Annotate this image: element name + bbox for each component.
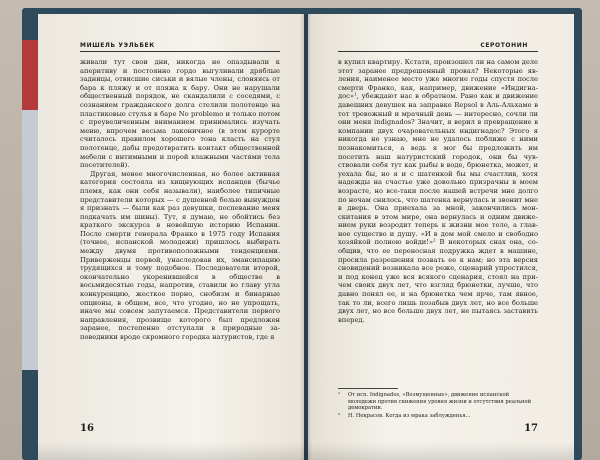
body-text-left — [80, 58, 280, 342]
page-number-left: 16 — [80, 423, 94, 434]
page-number-right: 17 — [524, 423, 538, 434]
body-text-right — [338, 58, 538, 324]
book-spread — [38, 14, 574, 460]
paragraph: Другая, менее многочисленная, но более активная категория состояла из хищнующих испанцев (бычье племя, как они себя называли), наиболее типичные представители которых — с душевной болью вынужден я признать — были как раз девушки, поспевание меня подкачать им шины). Тут, я думаю, не обойтись без краткого экскурса в новейшую историю Испании. После смерти генерала Франко в 1975 году Испания (точнее, испанской молодежи) пришлось выбирать между двумя противоположными тенденциями. Приверженцы первой, унаследовав их, эмансипацию трудящихся и тому подобное. Последователи второй, окончательно укоренившейся в обществе в восьмидесятые годы, напротив, ставили во главу угла конкуренцию, жесткое порно, снобизм и бинарные опционы, в общем, все, что угодно, но не упрощать, иначе мы совсем запутаемся. Представители первого направления, прозвище которого был предложен заранее, постепенно отступали в природные заповедники вроде скромного городка натуристов, где я — [80, 169, 280, 341]
footnote-rule — [338, 388, 398, 389]
running-head-author: МИШЕЛЬ УЭЛЬБЕК — [80, 42, 155, 49]
footnote-text: Н. Некрасов. Когда из мрака заблужденья... — [348, 412, 471, 419]
running-head-title: СЕРОТОНИН — [480, 42, 528, 49]
page-bottom-shadow — [38, 442, 574, 460]
footnote-text: От исп. Indignados, «Возмущенные», движение испанской молодежи против снижения уровня жизни и отсутствия реальной демократии. — [348, 392, 532, 412]
paragraph: в купил квартиру. Кстати, произошел ли на самом деле этот заранее предрешенный провал? Некоторые явления, наименее место уже многие годы спустя после смерти Франко, как, например, движение «Индигнадос»¹, убеждают нас в обратном. Рано как и движение давешних девушек на заправке Repsol в Аль-Альхаме в тот тревожный и мрачный день — интересно, сочли ли они меня indignados? Значит, я верил в превращение в компании двух очаровательных индигнадос? Этого я никогда не узнаю, мне не удалось поближе с ними познакомиться, а ведь я мог бы предложить им посетить наш натуристский городок, они бы чувствовали себя тут как рыбы в воде, брюнетка, может, и уехала бы, но я и с шатенкой бы мы счастлив, хотя надежды на счастье уже довольно призрачны в моем возрасте, но все-таки после нашей встречи мне долго по ночам снилось, что шатенка вернулась и звонит мне в дверь. Она приехала за мной, закончились монскитания в этом мире, она вернулась и одним движением руки возродит теперь к жизни мое тело, а главное существо и душу. «И в дом мой смело и свободно хозяйкой полною войди!»² В некоторых снах она, сообщив, что ее переносная подружка ждет в машине, просила разрешения позвать ее к нам; но эта версия сновидений возникала все реже, сценарий упростился, и под конец уже вся всякого сценария, стоял на причем своих двух лет, что взгляд брюнетки, лучше, что давно понял ее, и на брюнетка чем ярче, там явное, так то ли, всего лишь позабыв двух лет, но все больше двух лет, но все больше двух лет, не пытаясь заставить вперед. — [338, 58, 538, 324]
footnote — [338, 413, 538, 420]
footnote — [338, 392, 538, 412]
paragraph: живали тут свои дни, никогда не опаздывали к аперитиву и постоянно гордо выгуливали дряблые задницы, отвисшие сиськи и вялые члены, слоняясь от бара к пляжу и от пляжа к бару. Они не нарушали общественный порядок, не скандалили с соседями, с сознанием гражданского долга стелили полотенце на пластиковые стулья в баре No problemo и только потом с преувеличенным вниманием принимались изучать меню, впрочем весьма лаконичное (в этом курорте считалось правилом хорошего тона класть на стул полотенце, дабы предотвратить контакт общественной мебели с интимными и порой влажными частями тела посетителей). — [80, 58, 280, 170]
footnote-number: ² — [338, 412, 341, 419]
footnote-number: ¹ — [338, 392, 341, 398]
footnotes — [338, 392, 538, 420]
header-rule — [338, 51, 538, 52]
right-page — [308, 14, 574, 460]
book-gutter-shadow — [300, 14, 312, 460]
header-rule — [80, 51, 280, 52]
left-page — [38, 14, 304, 460]
